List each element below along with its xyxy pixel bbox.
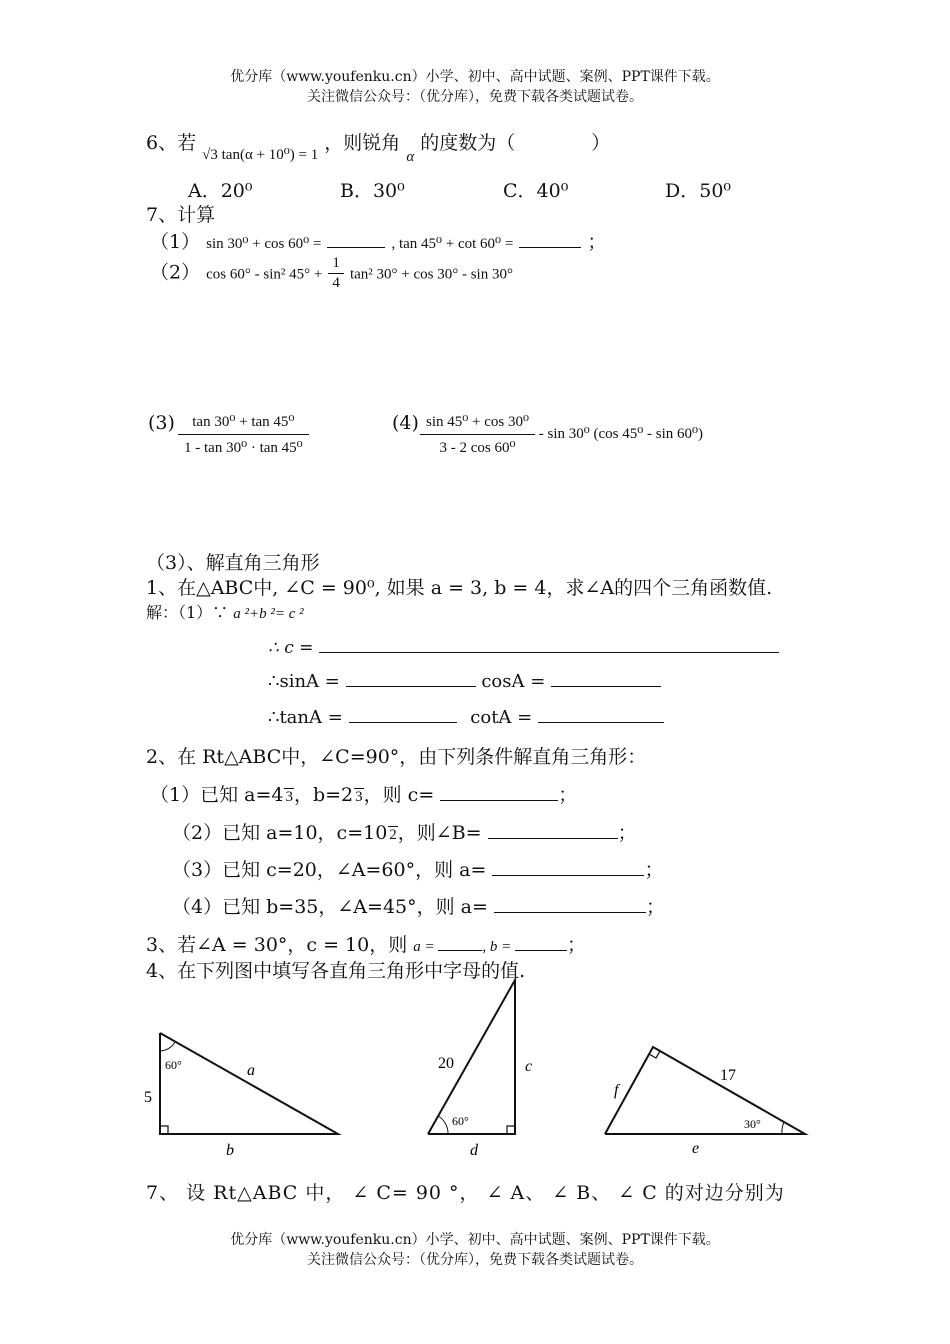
triangle-figures (130, 975, 830, 1165)
q7-p4-frac (420, 412, 535, 457)
s3-a-blank[interactable] (438, 934, 482, 951)
s3-a-label: a = (413, 939, 439, 955)
q6-stem (146, 128, 611, 165)
q7-p4-expr (420, 412, 703, 457)
s1-sol-label: 解：（1）∵ (146, 603, 229, 622)
triangle-3-angle-arc (782, 1122, 784, 1134)
s2-item1-b: ，b=2 (293, 784, 354, 806)
q6-condition: √3 tan(α + 10⁰) = 1 (202, 147, 319, 163)
triangle-2-hyp: 20 (438, 1055, 454, 1072)
q7-p2-expr-a: cos 60° - sin² 45° + (206, 266, 323, 283)
q7-p4-den: 3 - 2 cos 60⁰ (439, 440, 516, 456)
s1-cot-label: cotA = (470, 707, 533, 728)
triangle-1-bottom: b (226, 1142, 234, 1159)
triangle-2-right-angle (507, 1126, 515, 1134)
q7-p1-end: ； (587, 231, 607, 253)
q7-p2-frac-den: 4 (332, 275, 340, 291)
s2-item3-blank[interactable] (492, 859, 644, 876)
q6-option-d: D．50⁰ (665, 180, 732, 202)
s3-line (146, 930, 586, 957)
s1-question: 1、在△ABC中, ∠C = 90⁰, 如果 a = 3, b = 4，求∠A的四个三角函数值. (146, 577, 773, 599)
s3-end: ； (567, 934, 587, 956)
s1-sol-eq: a ²+b ²= c ² (233, 606, 304, 622)
s3-b-label: , b = (482, 939, 516, 955)
q6-option-b: B．30⁰ (340, 180, 405, 202)
q7-p1-expr-b: , tan 45⁰ + cot 60⁰ = (391, 236, 514, 252)
s2-item2-blank[interactable] (488, 822, 618, 839)
q7-p3-label: (3) (148, 412, 175, 434)
s2-item-4 (172, 892, 665, 919)
s1-tan-cot-line (268, 706, 664, 728)
triangle-1-right-angle (160, 1126, 168, 1134)
triangle-1-outline (160, 1033, 338, 1134)
triangle-1-hyp: a (247, 1062, 255, 1079)
s2-item1-blank[interactable] (440, 784, 558, 801)
footer-line-1: 优分库（www.youfenku.cn）小学、初中、高中试题、案例、PPT课件下载。 (230, 1232, 720, 1248)
s1-sin-label: ∴sinA = (268, 671, 340, 692)
q6-option-a: A．20⁰ (188, 180, 253, 202)
s2-item1-sqrt-2: 3 (355, 789, 363, 805)
triangle-1-side-left: 5 (144, 1089, 152, 1106)
q7-p4-num: sin 45⁰ + cos 30⁰ (420, 412, 535, 435)
triangle-3-bottom: e (692, 1140, 700, 1157)
q7-p3-num: tan 30⁰ + tan 45⁰ (178, 412, 309, 435)
s1-cot-blank[interactable] (538, 706, 664, 723)
q7-p4-tail: - sin 30⁰ (cos 45⁰ - sin 60⁰) (538, 425, 704, 442)
s1-tan-blank[interactable] (349, 706, 457, 723)
s2-item-1 (150, 780, 577, 807)
s2-item1-sqrt-1: 3 (285, 789, 293, 805)
s2-item4-a: （4）已知 b=35，∠A=45°，则 a= (172, 896, 488, 918)
s1-cos-label: cosA = (481, 671, 546, 692)
triangle-2-angle-label: 60° (452, 1114, 469, 1128)
s1-cos-blank[interactable] (551, 670, 661, 687)
s2-item1-a: （1）已知 a=4 (150, 784, 284, 806)
q7-p2-expr-b: tan² 30° + cos 30° - sin 30° (349, 266, 513, 283)
s2-item2-end: ； (617, 822, 637, 844)
triangle-3-left: f (614, 1082, 619, 1099)
triangle-3-angle-label: 30° (744, 1117, 761, 1131)
s1-sin-blank[interactable] (346, 670, 476, 687)
s2-item-3 (172, 855, 663, 882)
triangle-1 (160, 1033, 338, 1134)
s2-item3-a: （3）已知 c=20，∠A=60°，则 a= (172, 859, 487, 881)
triangle-2-bottom: d (470, 1142, 478, 1159)
q7-title: 7、计算 (146, 204, 216, 226)
triangle-1-angle-label: 60° (165, 1058, 182, 1072)
q7-p1-label: （1） (150, 231, 201, 253)
q7-p3-fraction (178, 412, 309, 457)
s1-sin-cos-line (268, 670, 661, 692)
q7-part1 (150, 227, 606, 254)
q7-part2 (150, 255, 513, 292)
s2-item2-a: （2）已知 a=10，c=10 (172, 822, 388, 844)
triangle-3-hyp: 17 (720, 1067, 736, 1084)
triangle-3 (605, 1047, 805, 1134)
s1-c-label: ∴ c = (268, 638, 314, 658)
q7-p2-frac-num: 1 (328, 255, 344, 274)
q7-p2-label: （2） (150, 261, 201, 284)
q6-option-c: C．40⁰ (503, 180, 569, 202)
s2-item2-c: ，则∠B= (397, 822, 482, 844)
s1-c-line (268, 636, 779, 658)
s2-item2-sqrt: 2 (389, 827, 397, 843)
triangle-3-outline (605, 1047, 805, 1134)
s1-c-blank[interactable] (319, 636, 779, 653)
q7-p3-frac (178, 412, 309, 457)
header-line-2: 关注微信公众号：（优分库），免费下载各类试题试卷。 (307, 89, 643, 105)
q7-p1-blank-2[interactable] (519, 231, 581, 248)
s2-item-2 (172, 818, 637, 845)
q7-p3-den: 1 - tan 30⁰ · tan 45⁰ (184, 440, 303, 456)
s2-item3-end: ； (644, 859, 664, 881)
s2-item1-c: ，则 c= (363, 784, 435, 806)
q6-alpha: α (406, 149, 415, 165)
s3-b-blank[interactable] (515, 934, 567, 951)
s2-item1-end: ； (558, 784, 578, 806)
header-line-1: 优分库（www.youfenku.cn）小学、初中、高中试题、案例、PPT课件下载。 (230, 69, 720, 85)
s2-item4-end: ； (645, 896, 665, 918)
s4-title: 4、在下列图中填写各直角三角形中字母的值. (146, 960, 526, 982)
q6-prefix: 6、若 (146, 132, 197, 154)
s1-tan-label: ∴tanA = (268, 707, 343, 728)
q7-p2-fraction (328, 255, 344, 292)
q7-p1-expr-a: sin 30⁰ + cos 60⁰ = (206, 236, 322, 252)
q6-suffix: 的度数为（ ） (420, 132, 611, 154)
s2-title: 2、在 Rt△ABC中，∠C=90°，由下列条件解直角三角形： (146, 746, 647, 768)
triangle-2-angle-arc (438, 1116, 448, 1134)
footer-line-2: 关注微信公众号：（优分库），免费下载各类试题试卷。 (307, 1252, 643, 1268)
q7-p4-label: (4) (392, 412, 419, 434)
s3-stem: 3、若∠A = 30°，c = 10，则 (146, 934, 408, 956)
section-title: （3）、解直角三角形 (146, 552, 320, 574)
s2-item4-blank[interactable] (494, 896, 646, 913)
q7-p1-blank-1[interactable] (327, 231, 385, 248)
q6-mid: ，则锐角 (324, 132, 401, 154)
triangle-2-right: c (525, 1058, 533, 1075)
s7-text: 7、 设 Rt△ABC 中， ∠ C= 90 °， ∠ A、 ∠ B、 ∠ C 的对边分别为 (146, 1182, 785, 1204)
s1-solution (146, 600, 304, 623)
triangle-1-angle-arc (160, 1042, 175, 1051)
